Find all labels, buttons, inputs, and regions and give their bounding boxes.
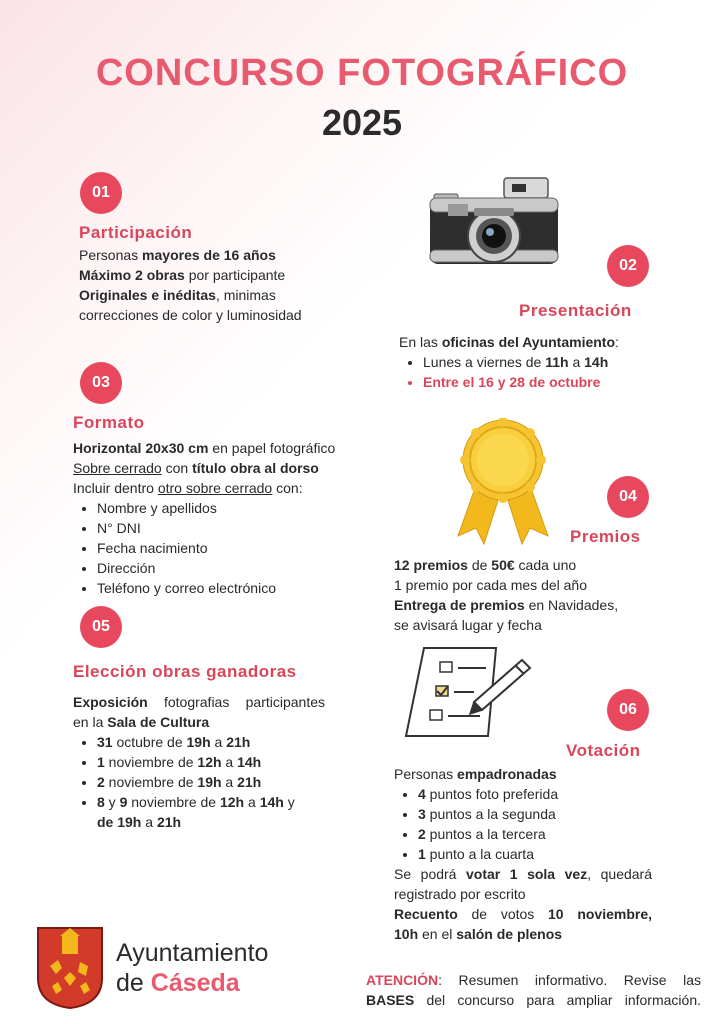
section-03-badge: 03 <box>80 362 122 404</box>
section-01-body: Personas mayores de 16 años Máximo 2 obras por participante Originales e inéditas, minimas correcciones de color y luminosidad <box>79 247 302 323</box>
section-03-body: Horizontal 20x30 cm en papel fotográfico Sobre cerrado con título obra al dorso Incluir dentro otro sobre cerrado con: • Nombre y apellidos • N° DNI • Fecha nacimiento • Dirección • Teléfono y correo electrónico <box>73 438 383 598</box>
section-03-heading: Formato <box>73 413 145 432</box>
list-item: • N° DNI <box>97 518 383 538</box>
section-04-heading: Premios <box>570 527 641 546</box>
section-01-badge: 01 <box>80 172 122 214</box>
ballot-icon <box>404 644 536 740</box>
section-02-heading: Presentación <box>519 301 632 320</box>
section-01-heading: Participación <box>79 223 193 242</box>
list-item: • Fecha nacimiento <box>97 538 383 558</box>
section-06-heading: Votación <box>566 741 641 760</box>
organization-name: Ayuntamiento de Cáseda <box>116 939 269 997</box>
list-item: • Teléfono y correo electrónico <box>97 578 383 598</box>
page-title: CONCURSO FOTOGRÁFICO <box>95 52 629 94</box>
page-year: 2025 <box>321 102 403 143</box>
section-06-body: Personas empadronadas • 4 puntos foto preferida • 3 puntos a la segunda • 2 puntos a la tercera • 1 punto a la cuarta Se podrá votar 1 sola vez, quedará registrado por escrito Recuento de votos 10 noviembre, 10h en el salón de plenos <box>394 764 652 944</box>
section-02-badge: 02 <box>607 245 649 287</box>
coat-of-arms-icon <box>36 926 104 1010</box>
section-05-badge: 05 <box>80 606 122 648</box>
section-05-body: Exposición fotografias participantes en la Sala de Cultura • 31 octubre de 19h a 21h • 1 noviembre de 12h a 14h • 2 noviembre de 19h a 21h • 8 y 9 noviembre de 12h a 14h y de 19h a 21h <box>73 692 325 832</box>
section-04-body: 12 premios de 50€ cada uno 1 premio por cada mes del año Entrega de premios en Navidades, se avisará lugar y fecha <box>394 557 619 633</box>
section-06-badge: 06 <box>607 689 649 731</box>
footer-note: ATENCIÓN: Resumen informativo. Revise las BASES del concurso para ampliar información. <box>366 972 701 1008</box>
camera-icon <box>426 174 562 270</box>
section-02-body: En las oficinas del Ayuntamiento: • Lunes a viernes de 11h a 14h • Entre el 16 y 28 de octubre <box>399 332 689 392</box>
list-item: • Dirección <box>97 558 383 578</box>
section-05-heading: Elección obras ganadoras <box>73 662 297 681</box>
medal-icon <box>448 418 558 546</box>
list-item: • Nombre y apellidos <box>97 498 383 518</box>
section-04-badge: 04 <box>607 476 649 518</box>
